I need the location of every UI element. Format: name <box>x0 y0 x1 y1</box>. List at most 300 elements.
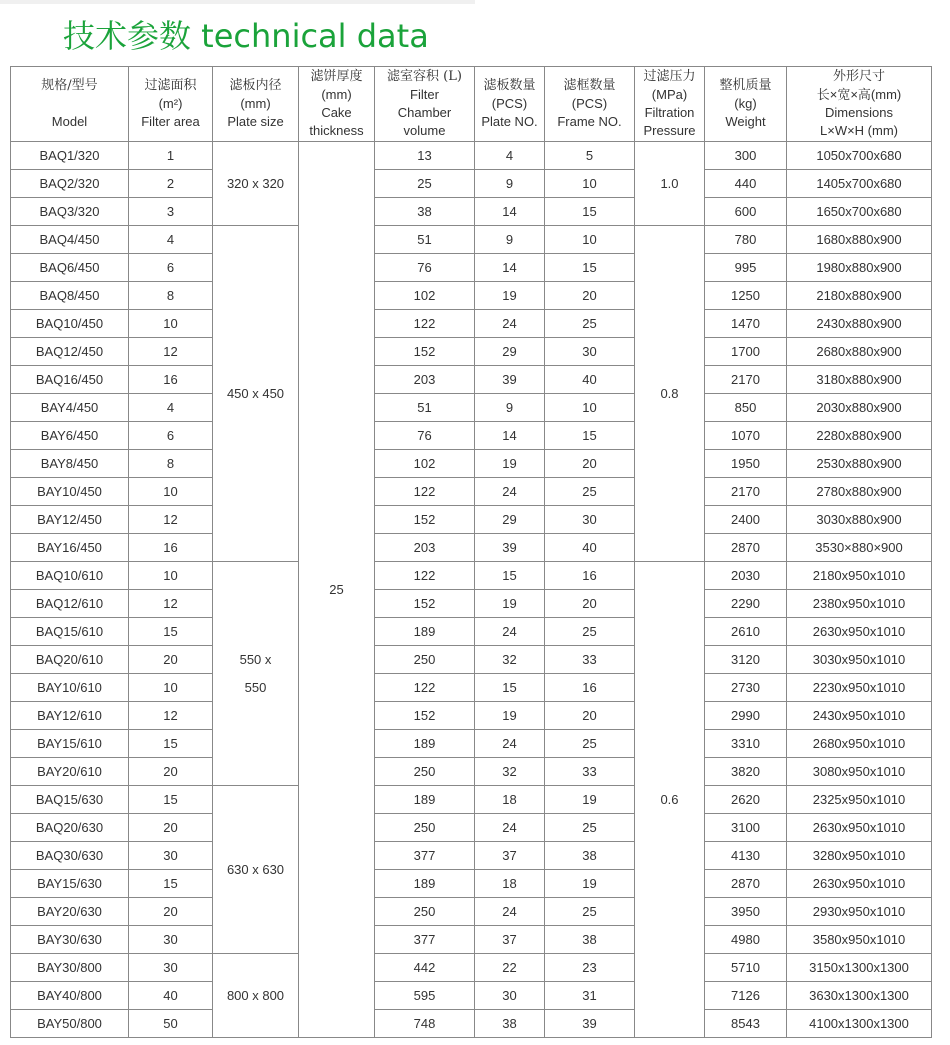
cell-dims: 2430x880x900 <box>787 310 932 338</box>
table-row <box>11 842 932 870</box>
cell-volume: 122 <box>375 674 475 702</box>
cell-frames: 25 <box>545 618 635 646</box>
cell-weight: 3100 <box>705 814 787 842</box>
table-row <box>11 898 932 926</box>
table-row <box>11 198 932 226</box>
cell-plates: 19 <box>475 450 545 478</box>
cell-frames: 19 <box>545 786 635 814</box>
cell-volume: 377 <box>375 926 475 954</box>
cell-plates: 32 <box>475 758 545 786</box>
cell-area: 12 <box>129 590 213 618</box>
cell-frames: 20 <box>545 450 635 478</box>
cell-model: BAY30/800 <box>11 954 129 982</box>
cell-volume: 51 <box>375 394 475 422</box>
cell-dims: 2180x950x1010 <box>787 562 932 590</box>
table-row <box>11 562 932 590</box>
cell-model: BAQ6/450 <box>11 254 129 282</box>
cell-dims: 2680x880x900 <box>787 338 932 366</box>
cell-plates: 14 <box>475 422 545 450</box>
cell-dims: 1050x700x680 <box>787 142 932 170</box>
cell-weight: 2400 <box>705 506 787 534</box>
cell-volume: 189 <box>375 786 475 814</box>
cell-plates: 29 <box>475 338 545 366</box>
cell-plates: 39 <box>475 534 545 562</box>
technical-data-table <box>10 66 932 1038</box>
cell-pressure-group <box>635 226 705 562</box>
cell-weight: 2870 <box>705 534 787 562</box>
cell-volume: 203 <box>375 366 475 394</box>
cell-weight: 2290 <box>705 590 787 618</box>
table-row <box>11 870 932 898</box>
cell-volume: 152 <box>375 590 475 618</box>
cell-pressure-line: 0.8 <box>660 385 679 401</box>
cell-dims: 3030x880x900 <box>787 506 932 534</box>
cell-area: 15 <box>129 730 213 758</box>
cell-weight: 1070 <box>705 422 787 450</box>
table-row <box>11 142 932 170</box>
table-row <box>11 170 932 198</box>
cell-area: 10 <box>129 310 213 338</box>
cell-weight: 2620 <box>705 786 787 814</box>
cell-model: BAY8/450 <box>11 450 129 478</box>
cell-dims: 2180x880x900 <box>787 282 932 310</box>
cell-dims: 1680x880x900 <box>787 226 932 254</box>
header-area <box>129 67 213 142</box>
cell-area: 3 <box>129 198 213 226</box>
cell-plate-size-line: 800 x 800 <box>226 987 285 1003</box>
table-row <box>11 954 932 982</box>
table-row <box>11 394 932 422</box>
cell-volume: 748 <box>375 1010 475 1038</box>
cell-model: BAQ12/450 <box>11 338 129 366</box>
cell-dims: 2430x950x1010 <box>787 702 932 730</box>
cell-pressure-group <box>635 562 705 1038</box>
table-body <box>11 142 932 1038</box>
cell-weight: 3310 <box>705 730 787 758</box>
cell-dims: 2630x950x1010 <box>787 870 932 898</box>
cell-pressure-group <box>635 142 705 226</box>
cell-frames: 19 <box>545 870 635 898</box>
cell-weight: 2170 <box>705 366 787 394</box>
cell-dims: 3150x1300x1300 <box>787 954 932 982</box>
table-row <box>11 450 932 478</box>
cell-volume: 250 <box>375 898 475 926</box>
cell-model: BAY20/610 <box>11 758 129 786</box>
cell-frames: 5 <box>545 142 635 170</box>
cell-plates: 14 <box>475 254 545 282</box>
cell-weight: 2170 <box>705 478 787 506</box>
cell-frames: 10 <box>545 394 635 422</box>
cell-area: 8 <box>129 282 213 310</box>
cell-dims: 2930x950x1010 <box>787 898 932 926</box>
cell-plate-size-line: 450 x 450 <box>226 385 285 401</box>
cell-area: 15 <box>129 870 213 898</box>
header-volume-line: 滤室容积 (L) <box>387 69 462 84</box>
table-row <box>11 674 932 702</box>
cell-volume: 76 <box>375 422 475 450</box>
cell-dims: 2380x950x1010 <box>787 590 932 618</box>
cell-weight: 440 <box>705 170 787 198</box>
cell-dims: 2030x880x900 <box>787 394 932 422</box>
cell-weight: 2870 <box>705 870 787 898</box>
cell-weight: 2610 <box>705 618 787 646</box>
cell-model: BAQ10/450 <box>11 310 129 338</box>
header-model-line: Model <box>51 114 88 129</box>
cell-volume: 250 <box>375 758 475 786</box>
cell-area: 10 <box>129 562 213 590</box>
header-cake <box>299 67 375 142</box>
header-plate_size-line: (mm) <box>240 96 271 111</box>
cell-plates: 38 <box>475 1010 545 1038</box>
cell-area: 30 <box>129 926 213 954</box>
cell-dims: 1405x700x680 <box>787 170 932 198</box>
header-pressure <box>635 67 705 142</box>
table-row <box>11 730 932 758</box>
cell-area: 8 <box>129 450 213 478</box>
cell-weight: 2990 <box>705 702 787 730</box>
cell-plates: 19 <box>475 282 545 310</box>
cell-area: 50 <box>129 1010 213 1038</box>
cell-volume: 25 <box>375 170 475 198</box>
cell-model: BAY50/800 <box>11 1010 129 1038</box>
cell-plates: 9 <box>475 170 545 198</box>
cell-area: 16 <box>129 534 213 562</box>
cell-model: BAY10/610 <box>11 674 129 702</box>
cell-volume: 152 <box>375 506 475 534</box>
cell-model: BAY20/630 <box>11 898 129 926</box>
table-row <box>11 366 932 394</box>
cell-model: BAY12/450 <box>11 506 129 534</box>
cell-model: BAQ12/610 <box>11 590 129 618</box>
cell-model: BAY15/610 <box>11 730 129 758</box>
cell-volume: 51 <box>375 226 475 254</box>
header-frames-line: (PCS) <box>571 96 608 111</box>
cell-dims: 2325x950x1010 <box>787 786 932 814</box>
table-row <box>11 422 932 450</box>
cell-frames: 40 <box>545 534 635 562</box>
cell-area: 20 <box>129 814 213 842</box>
cell-volume: 250 <box>375 814 475 842</box>
page-title: 技术参数 technical data <box>63 17 429 55</box>
header-plate_size-line: 滤板内径 <box>229 78 282 93</box>
table-row <box>11 590 932 618</box>
header-pressure-line: Pressure <box>643 123 696 138</box>
cell-area: 20 <box>129 758 213 786</box>
cell-weight: 2030 <box>705 562 787 590</box>
cell-frames: 15 <box>545 198 635 226</box>
cell-weight: 7126 <box>705 982 787 1010</box>
cell-plate-size-group <box>213 142 299 226</box>
header-model-line <box>11 95 128 113</box>
cell-volume: 152 <box>375 338 475 366</box>
header-cake-line: thickness <box>309 123 364 138</box>
cell-area: 12 <box>129 506 213 534</box>
cell-model: BAQ20/610 <box>11 646 129 674</box>
cell-plates: 15 <box>475 674 545 702</box>
cell-frames: 20 <box>545 702 635 730</box>
cell-model: BAQ16/450 <box>11 366 129 394</box>
cell-plate-size-line: 550 <box>244 679 267 695</box>
cell-plates: 24 <box>475 310 545 338</box>
header-area-line: (m²) <box>158 96 183 111</box>
header-frames-line: 滤框数量 <box>563 78 616 93</box>
header-pressure-line: Filtration <box>644 105 695 120</box>
cell-model: BAQ3/320 <box>11 198 129 226</box>
cell-frames: 31 <box>545 982 635 1010</box>
header-weight-line: 整机质量 <box>719 78 772 93</box>
header-plates-line: (PCS) <box>491 96 528 111</box>
cell-area: 10 <box>129 674 213 702</box>
cell-frames: 23 <box>545 954 635 982</box>
cell-area: 40 <box>129 982 213 1010</box>
cell-plate-size-line: 630 x 630 <box>226 861 285 877</box>
cell-frames: 20 <box>545 282 635 310</box>
cell-weight: 5710 <box>705 954 787 982</box>
cell-model: BAQ30/630 <box>11 842 129 870</box>
cell-volume: 38 <box>375 198 475 226</box>
cell-weight: 300 <box>705 142 787 170</box>
cell-plates: 32 <box>475 646 545 674</box>
cell-plates: 24 <box>475 478 545 506</box>
cell-plates: 18 <box>475 786 545 814</box>
cell-weight: 780 <box>705 226 787 254</box>
header-dims-line: Dimensions <box>825 105 893 120</box>
cell-volume: 442 <box>375 954 475 982</box>
cell-plate-size-group <box>213 562 299 786</box>
cell-model: BAY4/450 <box>11 394 129 422</box>
cell-weight: 4130 <box>705 842 787 870</box>
cell-area: 1 <box>129 142 213 170</box>
cell-frames: 15 <box>545 254 635 282</box>
cell-plate-size-line: 550 x <box>239 651 272 667</box>
cell-cake-group <box>299 142 375 1038</box>
cell-dims: 2630x950x1010 <box>787 618 932 646</box>
cell-dims: 4100x1300x1300 <box>787 1010 932 1038</box>
cell-plates: 9 <box>475 394 545 422</box>
header-area-line: Filter area <box>141 114 200 129</box>
table-row <box>11 758 932 786</box>
cell-plates: 37 <box>475 842 545 870</box>
cell-dims: 3030x950x1010 <box>787 646 932 674</box>
cell-plate-size-group <box>213 954 299 1038</box>
cell-frames: 25 <box>545 310 635 338</box>
cell-dims: 2630x950x1010 <box>787 814 932 842</box>
table-row <box>11 226 932 254</box>
cell-weight: 600 <box>705 198 787 226</box>
header-volume-line: volume <box>403 123 446 138</box>
table-header <box>11 67 932 142</box>
cell-volume: 377 <box>375 842 475 870</box>
table-row <box>11 338 932 366</box>
table-row <box>11 1010 932 1038</box>
cell-weight: 1250 <box>705 282 787 310</box>
cell-plates: 30 <box>475 982 545 1010</box>
cell-pressure-line: 0.6 <box>660 791 679 807</box>
cell-area: 2 <box>129 170 213 198</box>
cell-weight: 3820 <box>705 758 787 786</box>
table-row <box>11 926 932 954</box>
cell-area: 10 <box>129 478 213 506</box>
cell-area: 30 <box>129 954 213 982</box>
cell-volume: 189 <box>375 730 475 758</box>
cell-model: BAY10/450 <box>11 478 129 506</box>
header-dims-line: 长×宽×高(mm) <box>816 87 902 102</box>
cell-model: BAQ20/630 <box>11 814 129 842</box>
cell-dims: 3180x880x900 <box>787 366 932 394</box>
cell-area: 12 <box>129 338 213 366</box>
cell-model: BAY16/450 <box>11 534 129 562</box>
cell-plate-size-line: 320 x 320 <box>226 175 285 191</box>
cell-frames: 38 <box>545 926 635 954</box>
cell-area: 30 <box>129 842 213 870</box>
table-row <box>11 282 932 310</box>
cell-volume: 122 <box>375 478 475 506</box>
header-dims-line: L×W×H (mm) <box>820 123 898 138</box>
cell-volume: 13 <box>375 142 475 170</box>
cell-plates: 24 <box>475 730 545 758</box>
cell-area: 6 <box>129 422 213 450</box>
cell-frames: 30 <box>545 338 635 366</box>
cell-frames: 39 <box>545 1010 635 1038</box>
cell-dims: 2780x880x900 <box>787 478 932 506</box>
cell-frames: 25 <box>545 730 635 758</box>
table-row <box>11 618 932 646</box>
cell-weight: 995 <box>705 254 787 282</box>
cell-weight: 8543 <box>705 1010 787 1038</box>
cell-plates: 14 <box>475 198 545 226</box>
header-area-line: 过滤面积 <box>144 78 197 93</box>
cell-frames: 25 <box>545 478 635 506</box>
cell-model: BAY12/610 <box>11 702 129 730</box>
cell-frames: 10 <box>545 170 635 198</box>
header-model <box>11 67 129 142</box>
cell-frames: 15 <box>545 422 635 450</box>
header-volume <box>375 67 475 142</box>
cell-weight: 1700 <box>705 338 787 366</box>
cell-volume: 203 <box>375 534 475 562</box>
cell-model: BAQ4/450 <box>11 226 129 254</box>
cell-plates: 15 <box>475 562 545 590</box>
cell-area: 16 <box>129 366 213 394</box>
cell-volume: 76 <box>375 254 475 282</box>
header-dims <box>787 67 932 142</box>
cell-plates: 39 <box>475 366 545 394</box>
cell-volume: 122 <box>375 562 475 590</box>
cell-frames: 33 <box>545 758 635 786</box>
cell-volume: 595 <box>375 982 475 1010</box>
cell-dims: 1980x880x900 <box>787 254 932 282</box>
header-plates-line: 滤板数量 <box>483 78 536 93</box>
cell-dims: 3630x1300x1300 <box>787 982 932 1010</box>
cell-volume: 102 <box>375 450 475 478</box>
cell-plates: 24 <box>475 898 545 926</box>
cell-dims: 2230x950x1010 <box>787 674 932 702</box>
cell-weight: 3120 <box>705 646 787 674</box>
table-row <box>11 506 932 534</box>
table-row <box>11 982 932 1010</box>
cell-area: 15 <box>129 618 213 646</box>
cell-volume: 250 <box>375 646 475 674</box>
cell-dims: 2280x880x900 <box>787 422 932 450</box>
cell-plates: 29 <box>475 506 545 534</box>
table-row <box>11 702 932 730</box>
cell-area: 4 <box>129 394 213 422</box>
cell-model: BAQ8/450 <box>11 282 129 310</box>
cell-model: BAQ10/610 <box>11 562 129 590</box>
table-row <box>11 646 932 674</box>
cell-model: BAY30/630 <box>11 926 129 954</box>
header-plate_size-line: Plate size <box>227 114 284 129</box>
cell-frames: 38 <box>545 842 635 870</box>
cell-dims: 3530×880×900 <box>787 534 932 562</box>
header-plates <box>475 67 545 142</box>
cell-weight: 2730 <box>705 674 787 702</box>
header-volume-line: Chamber <box>397 105 452 120</box>
cell-frames: 33 <box>545 646 635 674</box>
table-row <box>11 534 932 562</box>
cell-frames: 25 <box>545 898 635 926</box>
table-row <box>11 786 932 814</box>
cell-volume: 152 <box>375 702 475 730</box>
cell-dims: 2530x880x900 <box>787 450 932 478</box>
top-divider <box>0 0 475 4</box>
header-weight-line: (kg) <box>734 96 757 111</box>
cell-area: 6 <box>129 254 213 282</box>
cell-plates: 18 <box>475 870 545 898</box>
cell-weight: 3950 <box>705 898 787 926</box>
header-model-line: 规格/型号 <box>41 78 98 93</box>
cell-plates: 19 <box>475 590 545 618</box>
cell-plates: 22 <box>475 954 545 982</box>
cell-model: BAQ15/610 <box>11 618 129 646</box>
cell-plates: 9 <box>475 226 545 254</box>
header-pressure-line: 过滤压力 <box>643 69 696 84</box>
cell-plates: 19 <box>475 702 545 730</box>
cell-model: BAY40/800 <box>11 982 129 1010</box>
header-frames-line: Frame NO. <box>557 114 622 129</box>
cell-frames: 40 <box>545 366 635 394</box>
header-weight-line: Weight <box>725 114 766 129</box>
cell-dims: 3580x950x1010 <box>787 926 932 954</box>
cell-weight: 850 <box>705 394 787 422</box>
cell-dims: 3080x950x1010 <box>787 758 932 786</box>
cell-cake-line: 25 <box>329 581 344 597</box>
cell-frames: 30 <box>545 506 635 534</box>
cell-frames: 16 <box>545 674 635 702</box>
header-cake-line: Cake <box>321 105 352 120</box>
table-row <box>11 814 932 842</box>
cell-weight: 4980 <box>705 926 787 954</box>
cell-dims: 2680x950x1010 <box>787 730 932 758</box>
cell-area: 20 <box>129 898 213 926</box>
cell-frames: 10 <box>545 226 635 254</box>
cell-plates: 4 <box>475 142 545 170</box>
cell-pressure-line: 1.0 <box>660 175 679 191</box>
header-cake-line: (mm) <box>321 87 352 102</box>
cell-plate-size-group <box>213 786 299 954</box>
header-plate_size <box>213 67 299 142</box>
cell-frames: 25 <box>545 814 635 842</box>
cell-plates: 24 <box>475 814 545 842</box>
cell-frames: 16 <box>545 562 635 590</box>
cell-weight: 1950 <box>705 450 787 478</box>
header-pressure-line: (MPa) <box>651 87 688 102</box>
cell-area: 20 <box>129 646 213 674</box>
cell-model: BAY15/630 <box>11 870 129 898</box>
table-row <box>11 254 932 282</box>
cell-volume: 102 <box>375 282 475 310</box>
cell-area: 12 <box>129 702 213 730</box>
